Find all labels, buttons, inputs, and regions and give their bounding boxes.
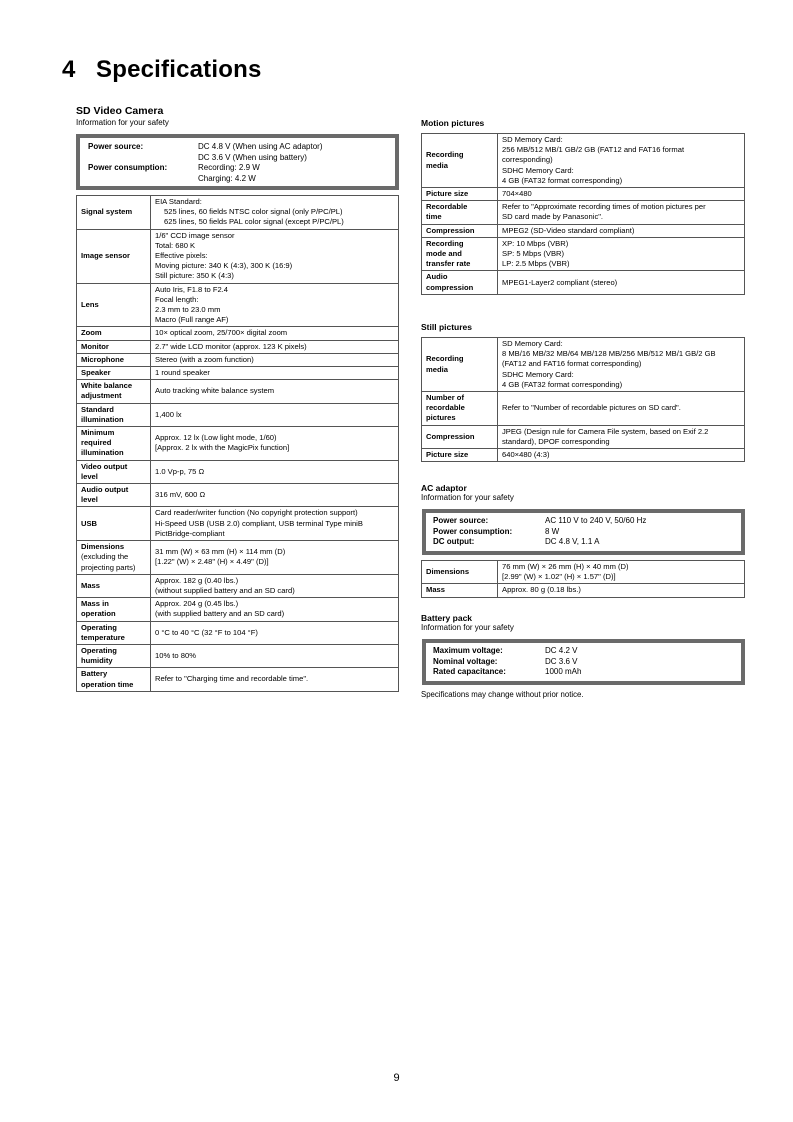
safety-value: AC 110 V to 240 V, 50/60 Hz — [545, 516, 647, 525]
table-row — [77, 427, 399, 461]
table-row — [77, 574, 399, 597]
table-row — [422, 271, 745, 294]
spec-value: 316 mV, 600 Ω — [151, 484, 399, 507]
spec-key: USB — [77, 507, 151, 541]
spec-key: Monitor — [77, 340, 151, 353]
table-row — [77, 460, 399, 483]
spec-key: Number of recordable pictures — [422, 392, 498, 426]
spec-key: Battery operation time — [77, 668, 151, 691]
spec-key: Picture size — [422, 188, 498, 201]
spec-value: Approx. 12 lx (Low light mode, 1/60) [Approx. 2 lx with the MagicPix function] — [151, 427, 399, 461]
chapter-title: Specifications — [96, 56, 262, 83]
still-spec-table — [421, 337, 745, 462]
table-row — [422, 134, 745, 188]
spec-key: Recording media — [422, 338, 498, 392]
camera-title: SD Video Camera — [76, 105, 164, 117]
spec-value: 1/6" CCD image sensor Total: 680 K Effective pixels: Moving picture: 340 K (4:3), 300 K (16:9) Still picture: 350 K (4:3) — [151, 229, 399, 283]
spec-value: MPEG2 (SD-Video standard compliant) — [498, 224, 745, 237]
spec-key: Standard illumination — [77, 403, 151, 426]
spec-value: 2.7" wide LCD monitor (approx. 123 K pixels) — [151, 340, 399, 353]
safety-key: Power consumption: — [433, 526, 513, 536]
camera-spec-table — [76, 195, 399, 692]
table-row — [422, 561, 745, 584]
safety-row — [433, 667, 734, 678]
spec-value: 1,400 lx — [151, 403, 399, 426]
table-row — [77, 327, 399, 340]
table-row — [77, 541, 399, 575]
spec-key: Operating temperature — [77, 621, 151, 644]
spec-key: Compression — [422, 425, 498, 448]
spec-key: Mass in operation — [77, 598, 151, 621]
spec-key: Audio compression — [422, 271, 498, 294]
table-row — [422, 188, 745, 201]
table-row — [422, 584, 745, 597]
spec-key: Recording media — [422, 134, 498, 188]
spec-value: Auto Iris, F1.8 to F2.4 Focal length: 2.3 mm to 23.0 mm Macro (Full range AF) — [151, 283, 399, 327]
table-row — [77, 598, 399, 621]
spec-value: MPEG1-Layer2 compliant (stereo) — [498, 271, 745, 294]
safety-row — [433, 516, 734, 527]
spec-key: Speaker — [77, 367, 151, 380]
spec-key: White balance adjustment — [77, 380, 151, 403]
table-row — [77, 196, 399, 230]
camera-subtitle: Information for your safety — [76, 118, 169, 127]
spec-key: Mass — [422, 584, 498, 597]
spec-key: Lens — [77, 283, 151, 327]
safety-key: DC output: — [433, 537, 475, 546]
spec-key: Signal system — [77, 196, 151, 230]
spec-value: SD Memory Card: 8 MB/16 MB/32 MB/64 MB/128 MB/256 MB/512 MB/1 GB/2 GB (FAT12 and FAT16 format corresponding) SDHC Memory Card: 4 GB (FAT32 format corresponding) — [498, 338, 745, 392]
spec-value: 1.0 Vp-p, 75 Ω — [151, 460, 399, 483]
table-row — [77, 367, 399, 380]
spec-key: Image sensor — [77, 229, 151, 283]
ac-title: AC adaptor — [421, 483, 467, 493]
spec-value: SD Memory Card: 256 MB/512 MB/1 GB/2 GB (FAT12 and FAT16 format corresponding) SDHC Memory Card: 4 GB (FAT32 format corresponding) — [498, 134, 745, 188]
motion-spec-table — [421, 133, 745, 295]
spec-key: Mass — [77, 574, 151, 597]
spec-key: Zoom — [77, 327, 151, 340]
table-row — [77, 621, 399, 644]
table-row — [77, 353, 399, 366]
spec-key: Recording mode and transfer rate — [422, 237, 498, 271]
spec-key: Operating humidity — [77, 644, 151, 667]
still-title: Still pictures — [421, 322, 473, 332]
spec-value: 10× optical zoom, 25/700× digital zoom — [151, 327, 399, 340]
battery-subtitle: Information for your safety — [421, 623, 514, 632]
spec-value: Refer to "Number of recordable pictures on SD card". — [498, 392, 745, 426]
spec-value: XP: 10 Mbps (VBR) SP: 5 Mbps (VBR) LP: 2.5 Mbps (VBR) — [498, 237, 745, 271]
table-row — [77, 229, 399, 283]
spec-value: 640×480 (4:3) — [498, 449, 745, 462]
spec-value: 704×480 — [498, 188, 745, 201]
safety-value: Recording: 2.9 W Charging: 4.2 W — [198, 163, 260, 183]
spec-key-main: Dimensions — [81, 542, 125, 552]
spec-value: Approx. 204 g (0.45 lbs.) (with supplied battery and an SD card) — [151, 598, 399, 621]
safety-row — [433, 657, 734, 668]
spec-value: 1 round speaker — [151, 367, 399, 380]
battery-safety-box — [422, 639, 745, 685]
safety-key: Power source: — [433, 516, 489, 525]
spec-value: 76 mm (W) × 26 mm (H) × 40 mm (D) [2.99" (W) × 1.02" (H) × 1.57" (D)] — [498, 561, 745, 584]
safety-value: DC 3.6 V — [545, 656, 578, 666]
table-row — [422, 392, 745, 426]
ac-subtitle: Information for your safety — [421, 493, 514, 502]
table-row — [422, 449, 745, 462]
spec-value: Stereo (with a zoom function) — [151, 353, 399, 366]
spec-subline: 625 lines, 50 fields PAL color signal (except P/PC/PL) — [164, 217, 344, 227]
spec-value: Auto tracking white balance system — [151, 380, 399, 403]
safety-key: Power source: — [88, 142, 144, 151]
safety-value: 1000 mAh — [545, 667, 582, 676]
table-row — [77, 484, 399, 507]
spec-key: Dimensions — [422, 561, 498, 584]
spec-key: Compression — [422, 224, 498, 237]
spec-value: Refer to "Charging time and recordable time". — [151, 668, 399, 691]
table-row — [422, 224, 745, 237]
spec-value-text: EIA Standard: — [155, 197, 202, 206]
spec-value: 0 °C to 40 °C (32 °F to 104 °F) — [151, 621, 399, 644]
battery-title: Battery pack — [421, 613, 473, 623]
safety-key: Rated capacitance: — [433, 667, 506, 676]
table-row — [77, 403, 399, 426]
ac-safety-box — [422, 509, 745, 555]
page-number: 9 — [393, 1072, 400, 1084]
spec-value: Refer to "Approximate recording times of motion pictures per SD card made by Panasonic". — [498, 201, 745, 224]
table-row — [77, 668, 399, 691]
spec-key: Audio output level — [77, 484, 151, 507]
safety-row — [88, 163, 387, 184]
page-heading — [62, 56, 262, 84]
table-row — [422, 237, 745, 271]
safety-row — [433, 646, 734, 657]
spec-key: Microphone — [77, 353, 151, 366]
table-row — [422, 338, 745, 392]
safety-value: 8 W — [545, 526, 560, 536]
table-row — [77, 283, 399, 327]
spec-value: JPEG (Design rule for Camera File system, based on Exif 2.2 standard), DPOF corresponding — [498, 425, 745, 448]
table-row — [77, 507, 399, 541]
safety-key: Power consumption: — [88, 163, 168, 172]
safety-value: DC 4.2 V — [545, 646, 578, 655]
safety-key: Maximum voltage: — [433, 646, 503, 655]
spec-key: Minimum required illumination — [77, 427, 151, 461]
camera-safety-box — [76, 134, 399, 190]
safety-value: DC 4.8 V, 1.1 A — [545, 537, 600, 546]
spec-key — [77, 541, 151, 575]
safety-row — [433, 527, 734, 538]
spec-key: Video output level — [77, 460, 151, 483]
spec-subline: 525 lines, 60 fields NTSC color signal (only P/PC/PL) — [164, 207, 343, 217]
spec-value: Approx. 182 g (0.40 lbs.) (without supplied battery and an SD card) — [151, 574, 399, 597]
spec-key-note: (excluding the projecting parts) — [81, 552, 136, 572]
safety-row — [433, 537, 734, 548]
table-row — [77, 380, 399, 403]
spec-key: Recordable time — [422, 201, 498, 224]
safety-key: Nominal voltage: — [433, 656, 498, 666]
spec-value: Approx. 80 g (0.18 lbs.) — [498, 584, 745, 597]
safety-value: DC 4.8 V (When using AC adaptor) DC 3.6 V (When using battery) — [198, 142, 323, 162]
table-row — [77, 340, 399, 353]
spec-value: 10% to 80% — [151, 644, 399, 667]
chapter-number: 4 — [62, 56, 76, 83]
spec-value: Card reader/writer function (No copyright protection support) Hi-Speed USB (USB 2.0) compliant, USB terminal Type miniB PictBridge-compliant — [151, 507, 399, 541]
table-row — [422, 425, 745, 448]
table-row — [422, 201, 745, 224]
spec-value: 31 mm (W) × 63 mm (H) × 114 mm (D) [1.22" (W) × 2.48" (H) × 4.49" (D)] — [151, 541, 399, 575]
safety-row — [88, 142, 387, 163]
change-notice: Specifications may change without prior notice. — [421, 690, 584, 699]
spec-key: Picture size — [422, 449, 498, 462]
spec-value — [151, 196, 399, 230]
ac-spec-table — [421, 560, 745, 598]
motion-title: Motion pictures — [421, 118, 485, 128]
table-row — [77, 644, 399, 667]
